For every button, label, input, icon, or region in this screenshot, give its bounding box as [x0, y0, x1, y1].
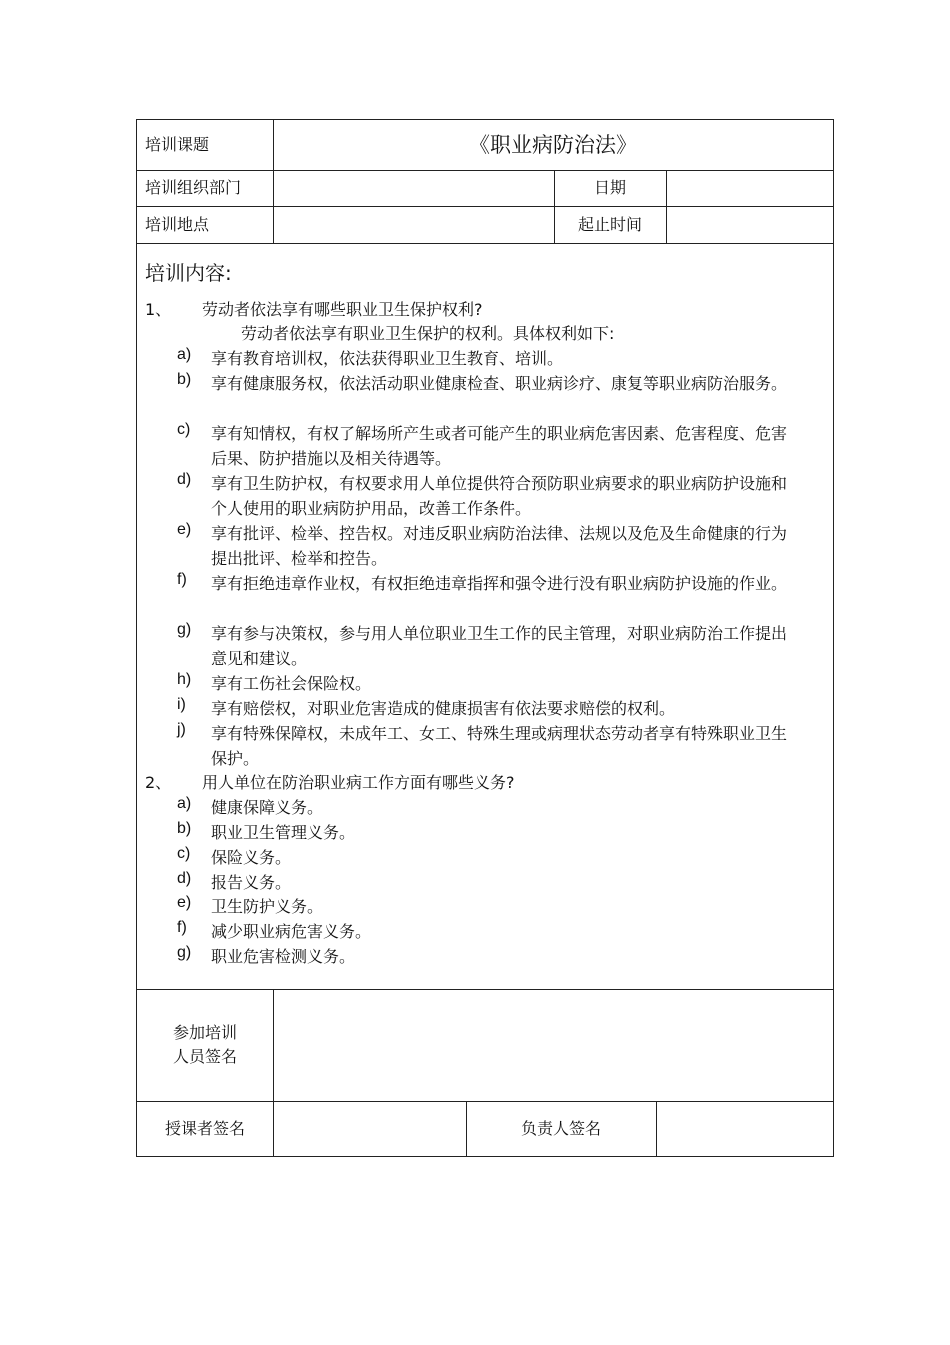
training-record-table	[136, 119, 834, 1157]
item-text: 享有赔偿权，对职业危害造成的健康损害有依法要求赔偿的权利。	[211, 699, 676, 718]
item-text: 卫生防护义务。	[211, 897, 324, 916]
item-text: 享有教育培训权，依法获得职业卫生教育、培训。	[211, 349, 564, 368]
item-label: a)	[177, 346, 192, 363]
participants-label-line2: 人员签名	[172, 1047, 237, 1066]
question-number: 1、	[145, 300, 172, 319]
item-text: 享有健康服务权，依法活动职业健康检查、职业病诊疗、康复等职业病防治服务。	[211, 374, 788, 393]
item-label: j)	[177, 721, 186, 738]
question-1	[145, 297, 483, 320]
question-1-intro: 劳动者依法享有职业卫生保护的权利。具体权利如下:	[241, 324, 615, 343]
item-text: 报告义务。	[211, 873, 292, 892]
participants-signature-field[interactable]	[274, 990, 833, 1100]
item-text: 享有特殊保障权，未成年工、女工、特殊生理或病理状态劳动者享有特殊职业卫生保护。	[211, 724, 788, 768]
item-text: 职业卫生管理义务。	[211, 823, 356, 842]
item-text: 享有参与决策权，参与用人单位职业卫生工作的民主管理，对职业病防治工作提出意见和建议。	[211, 624, 788, 668]
time-label: 起止时间	[577, 214, 642, 234]
participants-label-line1: 参加培训	[172, 1023, 237, 1042]
question-2	[145, 770, 515, 793]
item-label: b)	[177, 371, 192, 388]
item-text: 减少职业病危害义务。	[211, 922, 372, 941]
item-text: 享有卫生防护权，有权要求用人单位提供符合预防职业病要求的职业病防护设施和个人使用的职业病防护用品，改善工作条件。	[211, 474, 788, 518]
item-label: d)	[177, 870, 192, 887]
item-label: g)	[177, 944, 192, 961]
item-label: b)	[177, 820, 192, 837]
item-label: g)	[177, 621, 192, 638]
dept-label: 培训组织部门	[145, 178, 242, 197]
training-content	[137, 243, 833, 989]
item-text: 享有拒绝违章作业权，有权拒绝违章指挥和强令进行没有职业病防护设施的作业。	[211, 574, 788, 593]
item-text: 健康保障义务。	[211, 798, 324, 817]
participants-label	[137, 989, 273, 1101]
location-field[interactable]	[274, 207, 553, 242]
item-label: c)	[177, 421, 191, 438]
question-number: 2、	[145, 773, 172, 792]
location-label: 培训地点	[145, 214, 210, 234]
item-label: e)	[177, 894, 192, 911]
date-label: 日期	[593, 178, 626, 197]
topic-label: 培训课题	[145, 135, 210, 154]
dept-field[interactable]	[274, 171, 553, 205]
item-text: 享有知情权，有权了解场所产生或者可能产生的职业病危害因素、危害程度、危害后果、防护措施以及相关待遇等。	[211, 424, 788, 468]
item-label: f)	[177, 919, 187, 936]
item-text: 职业危害检测义务。	[211, 947, 356, 966]
item-text: 享有工伤社会保险权。	[211, 674, 372, 693]
manager-label: 负责人签名	[520, 1118, 601, 1138]
time-field[interactable]	[667, 207, 833, 242]
item-label: c)	[177, 845, 191, 862]
item-label: a)	[177, 795, 192, 812]
item-label: d)	[177, 471, 192, 488]
item-label: e)	[177, 521, 192, 538]
item-label: f)	[177, 571, 187, 588]
item-text: 保险义务。	[211, 848, 292, 867]
content-heading: 培训内容:	[145, 261, 232, 285]
topic-title: 《职业病防治法》	[469, 132, 637, 157]
trainer-label: 授课者签名	[164, 1118, 245, 1138]
question-text: 劳动者依法享有哪些职业卫生保护权利?	[202, 300, 483, 319]
item-label: h)	[177, 671, 192, 688]
trainer-signature-field[interactable]	[274, 1102, 466, 1155]
item-label: i)	[177, 696, 186, 713]
question-text: 用人单位在防治职业病工作方面有哪些义务?	[202, 773, 515, 792]
item-text: 享有批评、检举、控告权。对违反职业病防治法律、法规以及危及生命健康的行为提出批评、检举和控告。	[211, 524, 788, 568]
manager-signature-field[interactable]	[657, 1102, 833, 1155]
date-field[interactable]	[667, 171, 833, 205]
